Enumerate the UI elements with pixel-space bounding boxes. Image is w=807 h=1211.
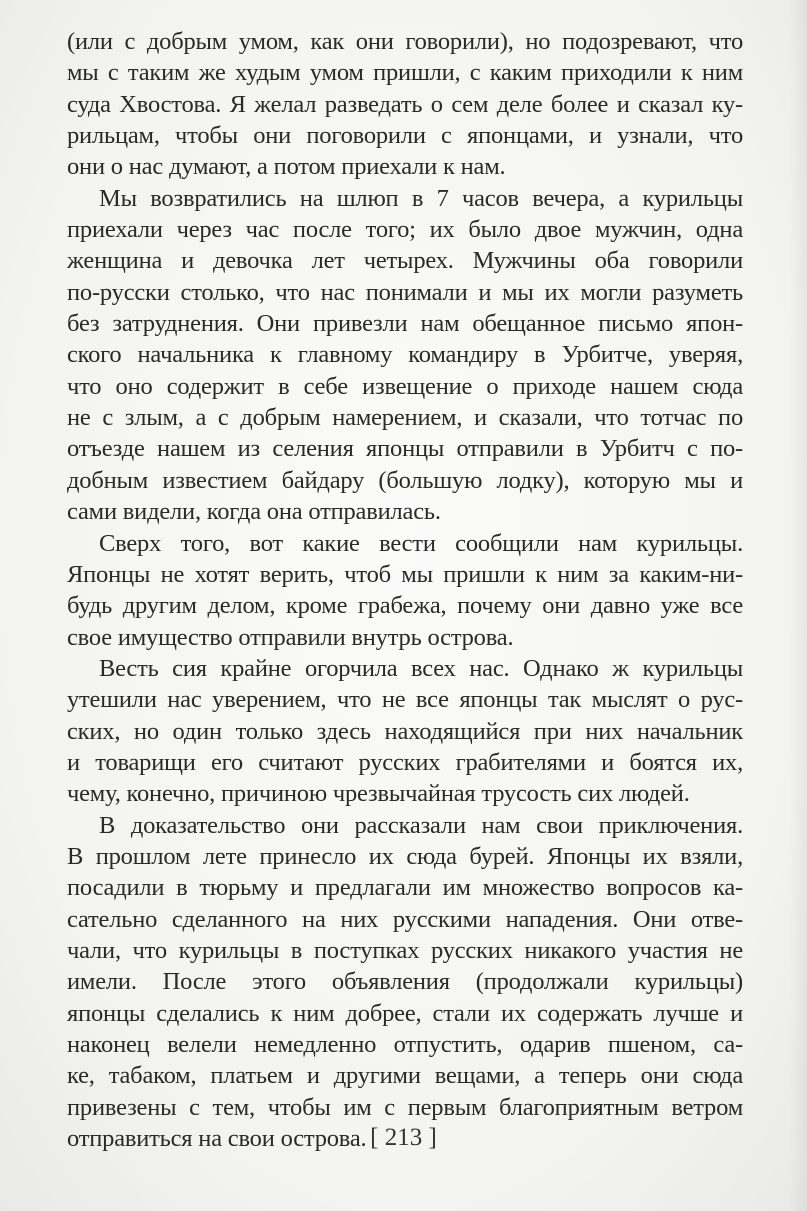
paragraph	[67, 810, 743, 1155]
text-line: утешили нас уверением, что не все японцы так мыслят о рус-	[67, 686, 743, 714]
text-line: будь другим делом, кроме грабежа, почему они давно уже все	[67, 592, 743, 620]
text-line: привезены с тем, чтобы им с первым благоприятным ветром	[67, 1093, 743, 1121]
text-line: Сверх того, вот какие вести сообщили нам курильцы.	[99, 529, 743, 557]
text-line: В прошлом лете принесло их сюда бурей. Японцы их взяли,	[67, 842, 743, 870]
paragraph	[67, 528, 743, 653]
text-line: свое имущество отправили внутрь острова.	[67, 623, 514, 651]
text-line: сами видели, когда она отправилась.	[67, 498, 441, 526]
text-line: без затруднения. Они привезли нам обещанное письмо япон-	[67, 310, 743, 338]
page-edge-shadow	[789, 0, 807, 1211]
text-line: Мы возвратились на шлюп в 7 часов вечера, а курильцы	[99, 184, 743, 212]
text-line: отъезде нашем из селения японцы отправили в Урбитч с по-	[67, 435, 743, 463]
text-line: добным известием байдару (большую лодку), которую мы и	[67, 466, 743, 494]
text-line: отправиться на свои острова.	[67, 1125, 367, 1153]
text-line: мы с таким же худым умом пришли, с каким приходили к ним	[67, 59, 743, 87]
body-text	[67, 26, 743, 1154]
text-line: суда Хвостова. Я желал разведать о сем деле более и сказал ку-	[67, 90, 743, 118]
page-number: [ 213 ]	[370, 1124, 437, 1151]
text-line: по-русски столько, что нас понимали и мы их могли разуметь	[67, 278, 743, 306]
paragraph	[67, 653, 743, 810]
paragraph	[67, 183, 743, 528]
text-line: приехали через час после того; их было двое мужчин, одна	[67, 216, 743, 244]
text-line: чему, конечно, причиною чрезвычайная трусость сих людей.	[67, 780, 690, 808]
text-line: ских, но один только здесь находящийся при них начальник	[67, 717, 743, 745]
text-line: и товарищи его считают русских грабителями и боятся их,	[67, 748, 743, 776]
text-line: чали, что курильцы в поступках русских никакого участия не	[67, 936, 743, 964]
text-line: имели. После этого объявления (продолжали курильцы)	[67, 968, 743, 996]
text-line: ке, табаком, платьем и другими вещами, а теперь они сюда	[67, 1062, 743, 1090]
text-line: (или с добрым умом, как они говорили), но подозревают, что	[67, 28, 743, 55]
text-line: Весть сия крайне огорчила всех нас. Однако ж курильцы	[99, 654, 743, 682]
text-line: японцы сделались к ним добрее, стали их содержать лучше и	[67, 999, 743, 1027]
text-line: сательно сделанного на них русскими нападения. Они отве-	[67, 905, 743, 933]
text-line: В доказательство они рассказали нам свои приключения.	[99, 811, 743, 839]
text-line: посадили в тюрьму и предлагали им множество вопросов ка-	[67, 874, 743, 902]
text-line: что оно содержит в себе извещение о приходе нашем сюда	[67, 372, 743, 400]
paragraph	[67, 26, 743, 183]
text-line: не с злым, а с добрым намерением, и сказали, что тотчас по	[67, 404, 743, 432]
text-line: Японцы не хотят верить, чтоб мы пришли к ним за каким-ни-	[67, 560, 743, 588]
text-line: они о нас думают, а потом приехали к нам.	[67, 153, 506, 181]
text-line: наконец велели немедленно отпустить, одарив пшеном, са-	[67, 1031, 743, 1058]
text-line: женщина и девочка лет четырех. Мужчины оба говорили	[67, 247, 743, 275]
text-line: рильцам, чтобы они поговорили с японцами, и узнали, что	[67, 122, 743, 150]
text-line: ского начальника к главному командиру в Урбитче, уверяя,	[67, 341, 743, 369]
